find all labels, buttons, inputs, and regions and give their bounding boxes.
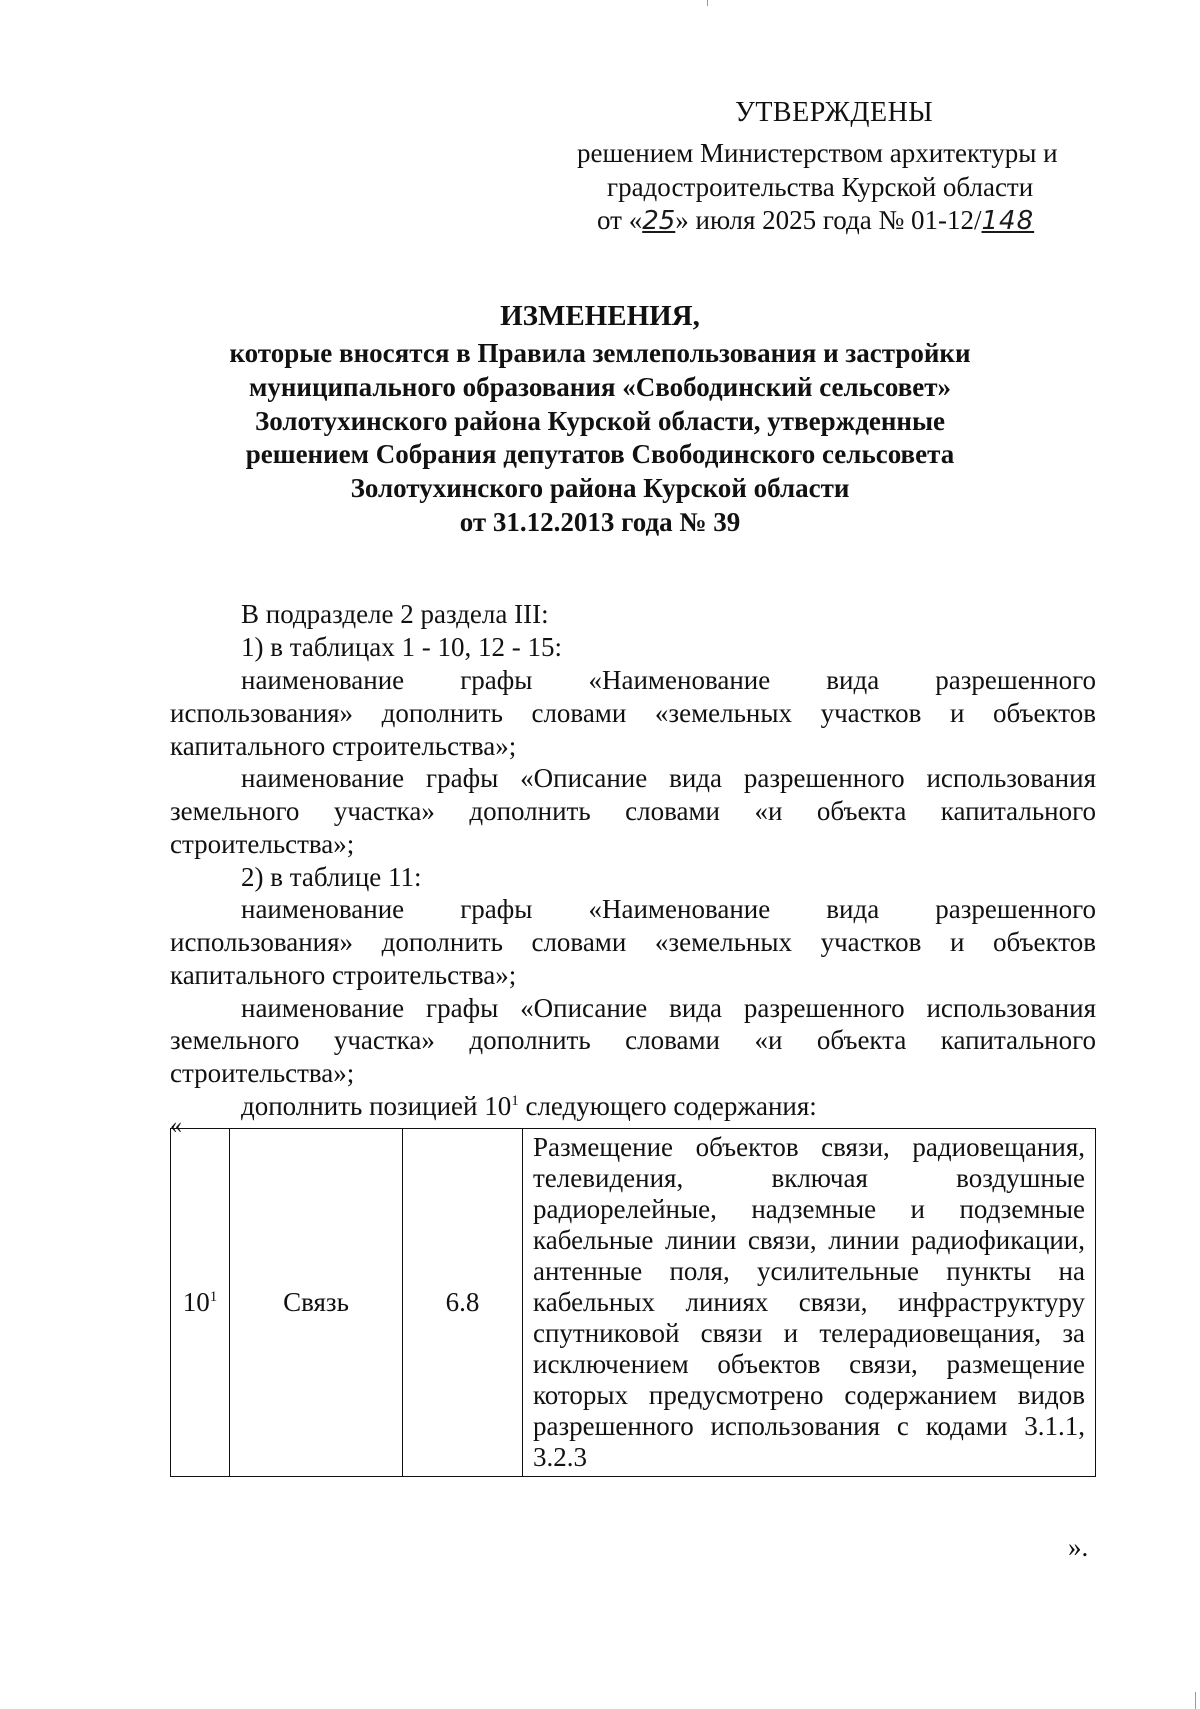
heading-line-1: которые вносятся в Правила землепользования и застройки [229,338,971,368]
approval-line-2: градостроительства Курской области [607,172,1034,202]
approval-date-middle: » июля 2025 года № 01-12/ [675,205,982,235]
position-number-base: 10 [182,1287,210,1317]
para-1-line-1: наименование графы «Наименование вида разрешенного [241,665,1096,695]
para-2-line-2: земельного участка» дополнить словами «и объекта капитального [170,796,1096,826]
para-5 [241,1090,817,1122]
heading-line-2: муниципального образования «Свободинский сельсовет» [248,372,952,402]
approval-title: УТВЕРЖДЕНЫ [735,97,934,128]
document-title: ИЗМЕНЕНИЯ, [500,300,700,332]
heading-line-4: решением Собрания депутатов Свободинского сельсовета [245,439,955,469]
cell-use-name: Связь [230,1129,403,1477]
item-2: 2) в таблице 11: [241,862,422,892]
close-quote: ». [1068,1532,1089,1562]
handwritten-doc-number: 148 [981,206,1035,236]
approval-date-line [597,204,1034,237]
heading-line-3: Золотухинского района Курской области, утвержденные [254,406,946,436]
para-3-line-2: использования» дополнить словами «земельных участков и объектов [170,927,1096,957]
para-3-line-1: наименование графы «Наименование вида разрешенного [241,894,1096,924]
open-quote: « [170,1113,182,1139]
position-number-superscript: 1 [209,1289,218,1305]
handwritten-day: 25 [642,206,676,236]
cell-position-number [171,1129,230,1477]
para-5-prefix: дополнить позицией 10 [241,1091,512,1121]
para-5-suffix: следующего содержания: [518,1091,817,1121]
approval-date-prefix: от « [597,205,643,235]
amendment-table [170,1128,1096,1477]
scan-mark [1195,1692,1196,1709]
heading-line-6: от 31.12.2013 года № 39 [459,507,741,537]
item-1: 1) в таблицах 1 - 10, 12 - 15: [241,632,563,662]
scan-mark [707,0,708,6]
approval-line-1: решением Министерством архитектуры и [577,138,1058,168]
intro-text: В подразделе 2 раздела III: [241,599,549,629]
para-4-line-1: наименование графы «Описание вида разрешенного использования [241,993,1096,1023]
cell-use-code: 6.8 [403,1129,523,1477]
heading-line-5: Золотухинского района Курской области [350,473,850,503]
para-4-line-2: земельного участка» дополнить словами «и объекта капитального [170,1025,1096,1055]
para-1-line-2: использования» дополнить словами «земельных участков и объектов [170,698,1096,728]
para-2-line-1: наименование графы «Описание вида разрешенного использования [241,763,1096,793]
para-2-line-3: строительства»; [170,829,355,859]
para-4-line-3: строительства»; [170,1058,355,1088]
para-3-line-3: капитального строительства»; [170,960,517,990]
para-5-superscript: 1 [511,1093,519,1109]
cell-use-description: Размещение объектов связи, радиовещания, телевидения, включая воздушные радиорелейные, надземные и подземные кабельные линии связи, линии радиофикации, антенные поля, усилительные пункты на кабельных линиях связи, инфраструктуру спутниковой связи и телерадиовещания, за исключением объектов связи, размещение которых предусмотрено содержанием видов разрешенного использования с кодами 3.1.1, 3.2.3 [523,1129,1096,1477]
table-row [171,1129,1096,1477]
para-1-line-3: капитального строительства»; [170,731,517,761]
